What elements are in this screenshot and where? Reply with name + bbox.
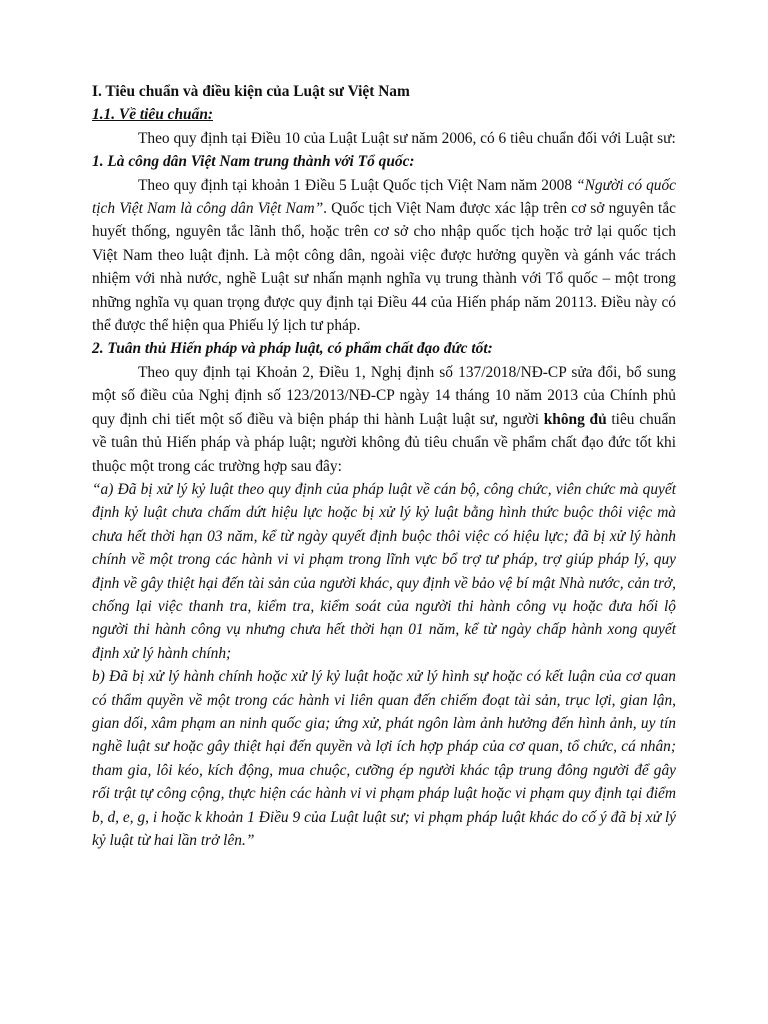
item-1-text-after: . Quốc tịch Việt Nam được xác lập trên cơ sở nguyên tắc huyết thống, nguyên tắc lãnh thổ, hoặc trên cơ sở cho nhập quốc tịch hoặc trở lại quốc tịch Việt Nam theo luật định. Là một công dân, ngoài việc được hưởng quyền và gánh vác trách nhiệm với nhà nước, nghề Luật sư nhấn mạnh nghĩa vụ trung thành với Tổ quốc – một trong những nghĩa vụ quan trọng được quy định tại Điều 44 của Hiến pháp năm 20113. Điều này có thể được thể hiện qua Phiếu lý lịch tư pháp.	[92, 200, 676, 335]
item-2-text-after: tiêu chuẩn về tuân thủ Hiến pháp và pháp luật; người không đủ tiêu chuẩn về phẩm chất đạo đức tốt khi thuộc một trong các trường hợp sau đây:	[92, 410, 676, 475]
item-2-paragraph	[92, 361, 676, 478]
quote-clause-b: b) Đã bị xử lý hành chính hoặc xử lý kỷ luật hoặc xử lý hình sự hoặc có kết luận của cơ quan có thẩm quyền về một trong các hành vi liên quan đến chiếm đoạt tài sản, trục lợi, gian lận, gian dối, xâm phạm an ninh quốc gia; ứng xử, phát ngôn làm ảnh hưởng đến hình ảnh, uy tín nghề luật sư hoặc gây thiệt hại đến quyền và lợi ích hợp pháp của cơ quan, tổ chức, cá nhân; tham gia, lôi kéo, kích động, mua chuộc, cưỡng ép người khác tập trung đông người để gây rối trật tự công cộng, thực hiện các hành vi vi phạm pháp luật hoặc vi phạm quy định tại điểm b, d, e, g, i hoặc k khoản 1 Điều 9 của Luật luật sư; vi phạm pháp luật khác do cố ý đã bị xử lý kỷ luật từ hai lần trở lên.”	[92, 668, 676, 849]
section-heading: I. Tiêu chuẩn và điều kiện của Luật sư Việt Nam	[92, 83, 410, 100]
quote-clause-a: “a) Đã bị xử lý kỷ luật theo quy định của pháp luật về cán bộ, công chức, viên chức mà quyết định kỷ luật chưa chấm dứt hiệu lực hoặc bị xử lý kỷ luật bằng hình thức buộc thôi việc mà chưa hết thời hạn 03 năm, kể từ ngày quyết định buộc thôi việc có hiệu lực; đã bị xử lý hành chính về một trong các hành vi vi phạm trong lĩnh vực bổ trợ tư pháp, trợ giúp pháp lý, quy định về gây thiệt hại đến tài sản của người khác, quy định về bảo vệ bí mật Nhà nước, cản trở, chống lại việc thanh tra, kiểm tra, kiểm soát của người thi hành công vụ hoặc đưa hối lộ người thi hành công vụ nhưng chưa hết thời hạn 01 năm, kể từ ngày chấp hành xong quyết định xử lý hành chính;	[92, 480, 676, 662]
item-1-title: 1. Là công dân Việt Nam trung thành với Tổ quốc:	[92, 153, 415, 171]
subsection-heading: 1.1. Về tiêu chuẩn:	[92, 106, 213, 124]
item-2-text-before: Theo quy định tại Khoản 2, Điều 1, Nghị định số 137/2018/NĐ-CP sửa đổi, bổ sung một số điều của Nghị định số 123/2013/NĐ-CP ngày 14 tháng 10 năm 2013 của Chính phủ quy định chi tiết một số điều và biện pháp thi hành Luật luật sư, người	[92, 363, 676, 428]
item-1-quote: “Người có quốc tịch Việt Nam là công dân Việt Nam”	[92, 176, 677, 218]
item-1-text-before: Theo quy định tại khoản 1 Điều 5 Luật Quốc tịch Việt Nam năm 2008	[138, 176, 577, 194]
intro-paragraph: Theo quy định tại Điều 10 của Luật Luật sư năm 2006, có 6 tiêu chuẩn đối với Luật sư:	[138, 129, 676, 147]
item-2-bold-text: không đủ	[543, 410, 607, 428]
item-1-paragraph	[92, 174, 676, 338]
document-page	[92, 80, 676, 852]
item-2-title: 2. Tuân thủ Hiến pháp và pháp luật, có phẩm chất đạo đức tốt:	[92, 340, 493, 358]
